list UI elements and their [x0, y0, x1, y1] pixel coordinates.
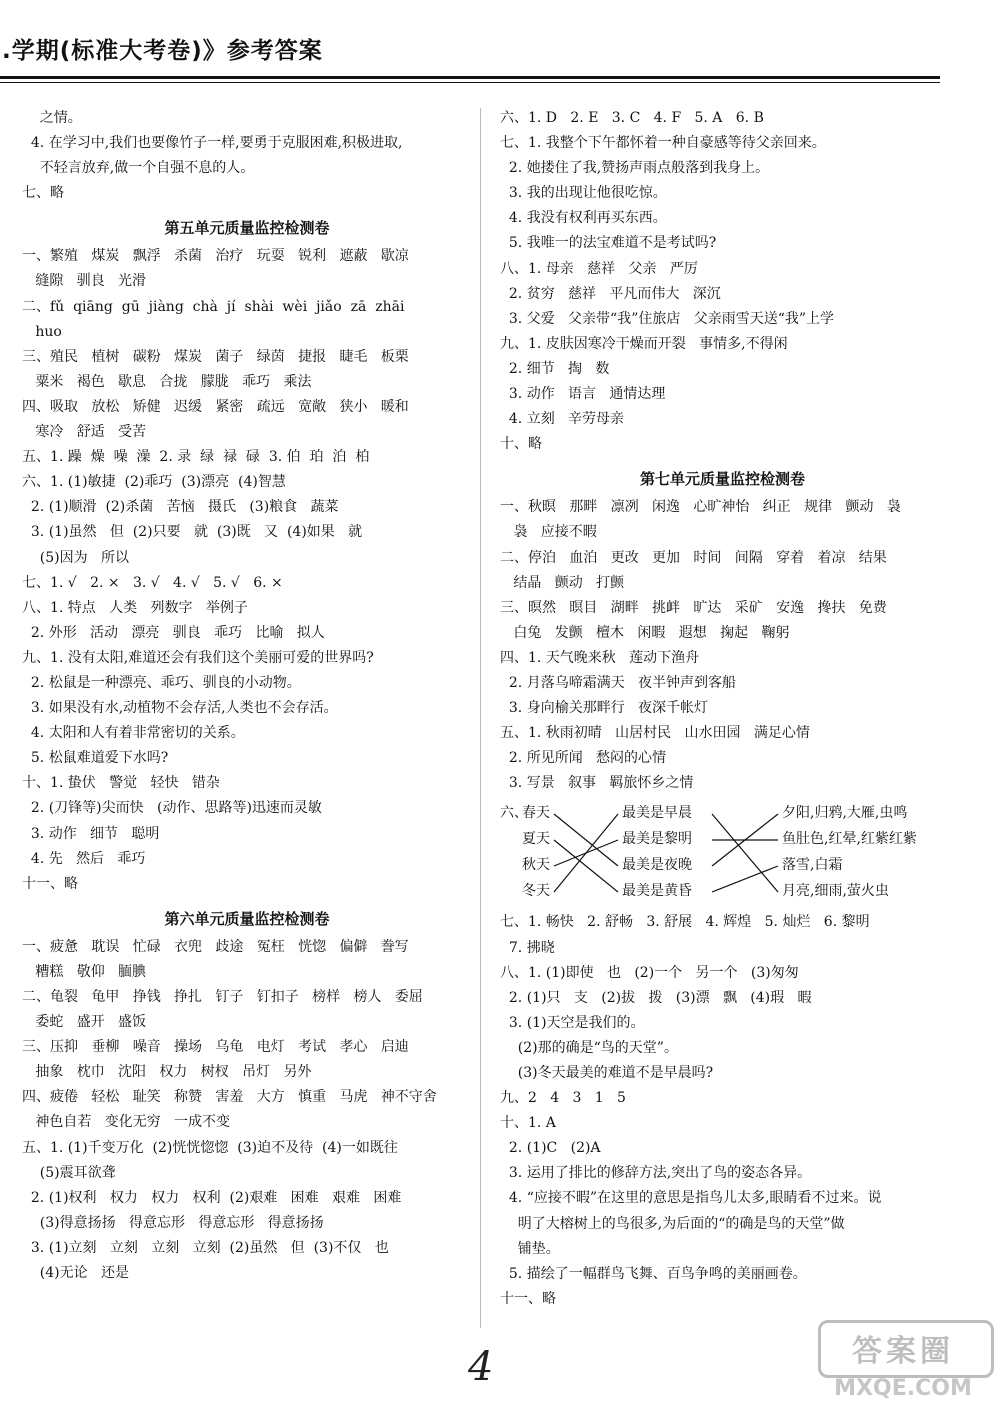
answer-line: 三、殖民 植树 碳粉 煤炭 菌子 绿茵 捷报 睫毛 板栗 [22, 348, 409, 365]
answer-line: 2. 外形 活动 漂亮 驯良 乖巧 比喻 拟人 [22, 624, 325, 641]
header-rule-thick [0, 76, 940, 79]
watermark-domain: MXQE.COM [834, 1376, 972, 1401]
answer-line: 十、1. 蛰伏 警觉 轻快 错杂 [22, 775, 220, 792]
season-label: 冬天 [522, 883, 550, 900]
answer-line: 五、1. 秋雨初晴 山居村民 山水田园 满足心情 [500, 725, 810, 742]
page-number: 4 [468, 1344, 494, 1390]
answer-line: 5. 我唯一的法宝难道不是考试吗? [500, 235, 717, 252]
answer-line: 3. 如果没有水,动植物不会存活,人类也不会存活。 [22, 700, 338, 717]
answer-line: 三、压抑 垂柳 噪音 操场 乌龟 电灯 考试 孝心 启迪 [22, 1039, 409, 1056]
matching-prefix: 六、 [500, 805, 528, 822]
answer-line: 3. 动作 细节 聪明 [22, 825, 160, 842]
answer-line: 结晶 颤动 打颤 [500, 574, 625, 591]
time-label: 最美是夜晚 [622, 857, 692, 874]
answer-line: 九、1. 没有太阳,难道还会有我们这个美丽可爱的世界吗? [22, 649, 374, 666]
answer-line: 十一、略 [500, 1290, 556, 1307]
match-line [554, 814, 618, 892]
answer-line: 神色自若 变化无穷 一成不变 [22, 1114, 231, 1131]
answer-line: 八、1. 母亲 慈祥 父亲 严厉 [500, 260, 698, 277]
header-rule-thin [0, 82, 940, 83]
time-label: 最美是黄昏 [622, 883, 692, 900]
answer-line: 二、停泊 血泊 更改 更加 时间 间隔 穿着 着凉 结果 [500, 549, 887, 566]
scene-label: 月亮,细雨,萤火虫 [782, 883, 889, 900]
section-heading: 第五单元质量监控检测卷 [164, 219, 330, 238]
answer-line: 不轻言放弃,做一个自强不息的人。 [22, 160, 255, 177]
time-label: 最美是早晨 [622, 805, 692, 822]
answer-line: 3. (1)立刻 立刻 立刻 立刻 (2)虽然 但 (3)不仅 也 [22, 1239, 389, 1256]
answer-line: 4. 先 然后 乖巧 [22, 850, 146, 867]
section-heading: 第六单元质量监控检测卷 [164, 909, 330, 928]
answer-line: 四、疲倦 轻松 耻笑 称赞 害羞 大方 慎重 马虎 神不守舍 [22, 1089, 437, 1106]
answer-line: 袅 应接不暇 [500, 524, 597, 541]
answer-line: 3. 写景 叙事 羁旅怀乡之情 [500, 775, 694, 792]
watermark-logo [818, 1320, 988, 1404]
answer-line: 4. 太阳和人有着非常密切的关系。 [22, 725, 245, 742]
answer-line: 2. (1)只 支 (2)拔 拨 (3)漂 飘 (4)瑕 暇 [500, 989, 812, 1006]
answer-line: 2. (刀锋等)尖而快 (动作、思路等)迅速而灵敏 [22, 800, 322, 817]
answer-line: 六、1. (1)敏捷 (2)乖巧 (3)漂亮 (4)智慧 [22, 474, 286, 491]
match-line [554, 840, 618, 892]
right-column-top [500, 106, 945, 796]
answer-line: 九、2 4 3 1 5 [500, 1090, 626, 1107]
answer-line: 八、1. 特点 人类 列数字 举例子 [22, 599, 248, 616]
answer-line: 七、略 [22, 185, 64, 202]
answer-line: 七、1. 畅快 2. 舒畅 3. 舒展 4. 辉煌 5. 灿烂 6. 黎明 [500, 914, 870, 931]
answer-line: 五、1. (1)千变万化 (2)恍恍惚惚 (3)迫不及待 (4)一如既往 [22, 1139, 398, 1156]
section-heading: 第七单元质量监控检测卷 [639, 470, 805, 489]
answer-line: (3)得意扬扬 得意忘形 得意忘形 得意扬扬 [22, 1214, 324, 1231]
right-column [500, 106, 945, 1312]
answer-line: 一、繁殖 煤炭 飘浮 杀菌 治疗 玩耍 锐利 遮蔽 歇凉 [22, 248, 409, 265]
answer-line: 2. 所见所闻 愁闷的心情 [500, 750, 667, 767]
answer-line: 十、1. A [500, 1115, 556, 1132]
answer-line: 铺垫。 [500, 1240, 560, 1257]
match-line [712, 866, 778, 892]
answer-line: (5)震耳欲聋 [22, 1164, 116, 1181]
answer-line: 粟米 褐色 歇息 合拢 朦胧 乖巧 乘法 [22, 373, 312, 390]
header-title: .学期(标准大考卷)》参考答案 [2, 38, 323, 64]
answer-line: 之情。 [22, 110, 82, 126]
column-divider [480, 108, 481, 1328]
answer-line: 3. 运用了排比的修辞方法,突出了鸟的姿态各异。 [500, 1165, 812, 1182]
answer-line: 八、1. (1)即使 也 (2)一个 另一个 (3)匆匆 [500, 964, 799, 981]
match-line [554, 814, 618, 866]
time-label: 最美是黎明 [622, 831, 692, 848]
match-line [712, 814, 778, 892]
answer-line: 2. (1)C (2)A [500, 1140, 601, 1157]
season-label: 秋天 [522, 857, 550, 874]
answer-line: 九、1. 皮肤因寒冷干燥而开裂 事情多,不得闲 [500, 335, 788, 352]
answer-line: 抽象 枕巾 沈阳 权力 树杈 吊灯 另外 [22, 1064, 312, 1081]
answer-line: 七、1. √ 2. × 3. √ 4. √ 5. √ 6. × [22, 574, 283, 591]
watermark-text: 答案圈 [852, 1334, 954, 1369]
answer-line: 二、龟裂 龟甲 挣钱 挣扎 钉子 钉扣子 榜样 榜人 委屈 [22, 989, 423, 1005]
answer-line: 糟糕 敬仰 腼腆 [22, 963, 147, 980]
answer-line: (4)无论 还是 [22, 1265, 129, 1282]
season-matching [500, 800, 945, 910]
answer-line: 三、暝然 暝目 湖畔 挑衅 旷达 采矿 安逸 搀扶 免费 [500, 599, 887, 616]
answer-line: 十、略 [500, 436, 542, 453]
answer-line: 2. (1)权利 权力 权力 权利 (2)艰难 困难 艰难 困难 [22, 1189, 402, 1206]
answer-line: 缝隙 驯良 光滑 [22, 273, 147, 290]
answer-line: 3. (1)虽然 但 (2)只要 就 (3)既 又 (4)如果 就 [22, 524, 363, 541]
answer-line: 4. 立刻 辛劳母亲 [500, 411, 625, 428]
right-column-bottom [500, 910, 945, 1312]
answer-line: (2)那的确是“鸟的天堂”。 [500, 1039, 678, 1056]
answer-line: 2. 松鼠是一种漂亮、乖巧、驯良的小动物。 [22, 674, 301, 691]
answer-line: 白兔 发颤 檀木 闲暇 遐想 掬起 鞠躬 [500, 624, 790, 641]
answer-line: 4. “应接不暇”在这里的意思是指鸟儿太多,眼睛看不过来。说 [500, 1190, 882, 1207]
answer-line: (5)因为 所以 [22, 549, 129, 566]
answer-line: 3. 动作 语言 通情达理 [500, 386, 666, 403]
answer-line: 一、疲惫 耽误 忙碌 衣兜 歧途 冤枉 恍惚 偏僻 誊写 [22, 938, 409, 955]
answer-line: (3)冬天最美的难道不是早晨吗? [500, 1065, 714, 1081]
answer-line: 3. (1)天空是我们的。 [500, 1014, 645, 1031]
season-label: 春天 [522, 805, 550, 822]
scene-label: 夕阳,归鸦,大雁,虫鸣 [782, 805, 908, 822]
answer-line: 六、1. D 2. E 3. C 4. F 5. A 6. B [500, 110, 764, 126]
left-column [22, 106, 472, 1286]
answer-line: 4. 我没有权利再买东西。 [500, 210, 667, 227]
answer-line: 2. 贫穷 慈祥 平凡而伟大 深沉 [500, 285, 721, 302]
answer-line: 十一、略 [22, 875, 78, 892]
answer-line: huo [22, 323, 62, 340]
answer-line: 2. 细节 掏 数 [500, 360, 610, 377]
answer-line: 七、1. 我整个下午都怀着一种自豪感等待父亲回来。 [500, 135, 826, 152]
answer-line: 二、fǔ qiāng gū jiàng chà jí shài wèi jiǎo zā zhāi [22, 298, 405, 315]
answer-line: 3. 我的出现让他很吃惊。 [500, 185, 667, 202]
answer-line: 寒冷 舒适 受苦 [22, 424, 147, 441]
page-header [0, 28, 1000, 98]
answer-line: 2. 她搂住了我,赞扬声雨点般落到我身上。 [500, 160, 770, 177]
answer-line: 明了大榕树上的鸟很多,为后面的“的确是鸟的天堂”做 [500, 1215, 845, 1232]
answer-line: 2. 月落乌啼霜满天 夜半钟声到客船 [500, 674, 737, 691]
answer-line: 委蛇 盛开 盛饭 [22, 1014, 147, 1031]
scene-label: 鱼肚色,红晕,红紫红紫 [782, 831, 917, 848]
answer-line: 五、1. 躁 燥 噪 澡 2. 录 绿 禄 碌 3. 伯 珀 泊 柏 [22, 449, 370, 466]
answer-line: 四、1. 天气晚来秋 莲动下渔舟 [500, 649, 700, 666]
scene-label: 落雪,白霜 [782, 857, 843, 874]
answer-line: 5. 描绘了一幅群鸟飞舞、百鸟争鸣的美丽画卷。 [500, 1265, 807, 1282]
answer-line: 4. 在学习中,我们也要像竹子一样,要勇于克服困难,积极进取, [22, 135, 403, 152]
answer-line: 5. 松鼠难道爱下水吗? [22, 750, 169, 767]
answer-line: 7. 拂晓 [500, 939, 555, 956]
answer-line: 一、秋暝 那畔 凛冽 闲逸 心旷神怡 纠正 规律 颤动 袅 [500, 499, 901, 516]
answer-line: 3. 身向榆关那畔行 夜深千帐灯 [500, 700, 709, 717]
answer-line: 3. 父爱 父亲带“我”住旅店 父亲雨雪天送“我”上学 [500, 310, 835, 327]
season-label: 夏天 [522, 831, 550, 848]
answer-line: 四、吸取 放松 矫健 迟缓 紧密 疏远 宽敞 狭小 暖和 [22, 398, 409, 415]
answer-line: 2. (1)顺滑 (2)杀菌 苦恼 摄氏 (3)粮食 蔬菜 [22, 499, 339, 516]
